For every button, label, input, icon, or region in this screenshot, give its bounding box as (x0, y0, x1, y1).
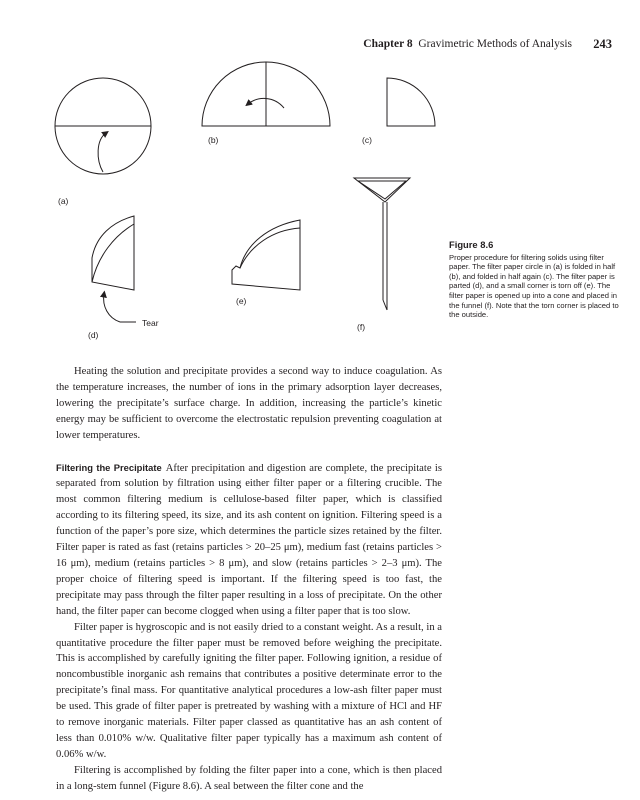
paragraph-filtering-text: After precipitation and digestion are complete, the precipitate is separated from solution by filtration using either filter paper or a filtering crucible. The most common filtering medium is cellulose-based filter paper, which is classified according to its filtering speed, its size, and its ash content on ignition. Filtering speed is a function of the paper’s pore size, which determines the particle sizes retained by the filter. Filter paper is rated as fast (retains particles > 20–25 μm), medium fast (retains particles > 16 μm), medium (retains particles > 8 μm), and slow (retains particles > 2–3 μm). The proper choice of filtering speed is important. If the filtering speed is too fast, the precipitate may pass through the filter paper resulting in a loss of precipitate. On the other hand, the filter paper can become clogged when using a filter paper that is too slow. (56, 462, 442, 617)
panel-f-funnel (354, 178, 410, 310)
panel-e-label: (e) (236, 296, 247, 306)
figure-caption (449, 240, 619, 320)
caption-text: Proper procedure for filtering solids using filter paper. The filter paper circle in (a) is folded in half (b), and folded in half again (c). The filter paper is parted (d), and a small corner is torn off (e). The filter paper is opened up into a cone and placed in the funnel (f). Note that the torn corner is placed to the outside. (449, 252, 619, 320)
panel-b-label: (b) (208, 135, 219, 145)
panel-c-label: (c) (362, 135, 372, 145)
panel-d-label: (d) (88, 330, 99, 340)
paragraph-folding: Filtering is accomplished by folding the filter paper into a cone, which is then placed in a long-stem funnel (Figure 8.6). A seal between the filter cone and the (56, 764, 442, 792)
section-heading: Filtering the Precipitate (56, 461, 162, 473)
paragraph-coagulation: Heating the solution and precipitate provides a second way to induce coagulation. As the temperature increases, the number of ions in the primary adsorption layer decreases, lowering the precipitate’s surface charge. In addition, increasing the particle’s kinetic energy may be sufficient to overcome the electrostatic repulsion preventing coagulation at lower temperatures. (56, 366, 442, 441)
chapter-label: Chapter 8 (363, 38, 413, 50)
page-number: 243 (593, 37, 612, 51)
panel-a-circle (55, 78, 151, 174)
paragraph-filtering (56, 460, 442, 620)
chapter-title: Gravimetric Methods of Analysis (418, 38, 572, 50)
panel-c-quarter-circle (387, 78, 435, 126)
panel-d-parted-paper (92, 216, 136, 322)
tear-label: Tear (142, 318, 159, 328)
caption-title: Figure 8.6 (449, 239, 494, 250)
body-text (56, 364, 442, 795)
panel-a-label: (a) (58, 196, 69, 206)
panel-b-half-circle (202, 62, 330, 126)
paragraph-hygroscopic: Filter paper is hygroscopic and is not easily dried to a constant weight. As a result, in a quantitative procedure the filter paper must be removed before weighing the precipitate. This is accomplished by carefully igniting the filter paper. Following ignition, a residue of noncombustible inorganic ash remains that contributes a positive determinate error to the precipitate’s final mass. For quantitative analytical procedures a low-ash filter paper must be used. This grade of filter paper is pretreated by washing with a mixture of HCl and HF to remove inorganic materials. Filter paper classed as quantitative has an ash content of less than 0.010% w/w. Qualitative filter paper typically has a maximum ash content of 0.06% w/w. (56, 621, 442, 760)
panel-e-torn-corner (232, 220, 300, 290)
panel-f-label: (f) (357, 322, 366, 332)
